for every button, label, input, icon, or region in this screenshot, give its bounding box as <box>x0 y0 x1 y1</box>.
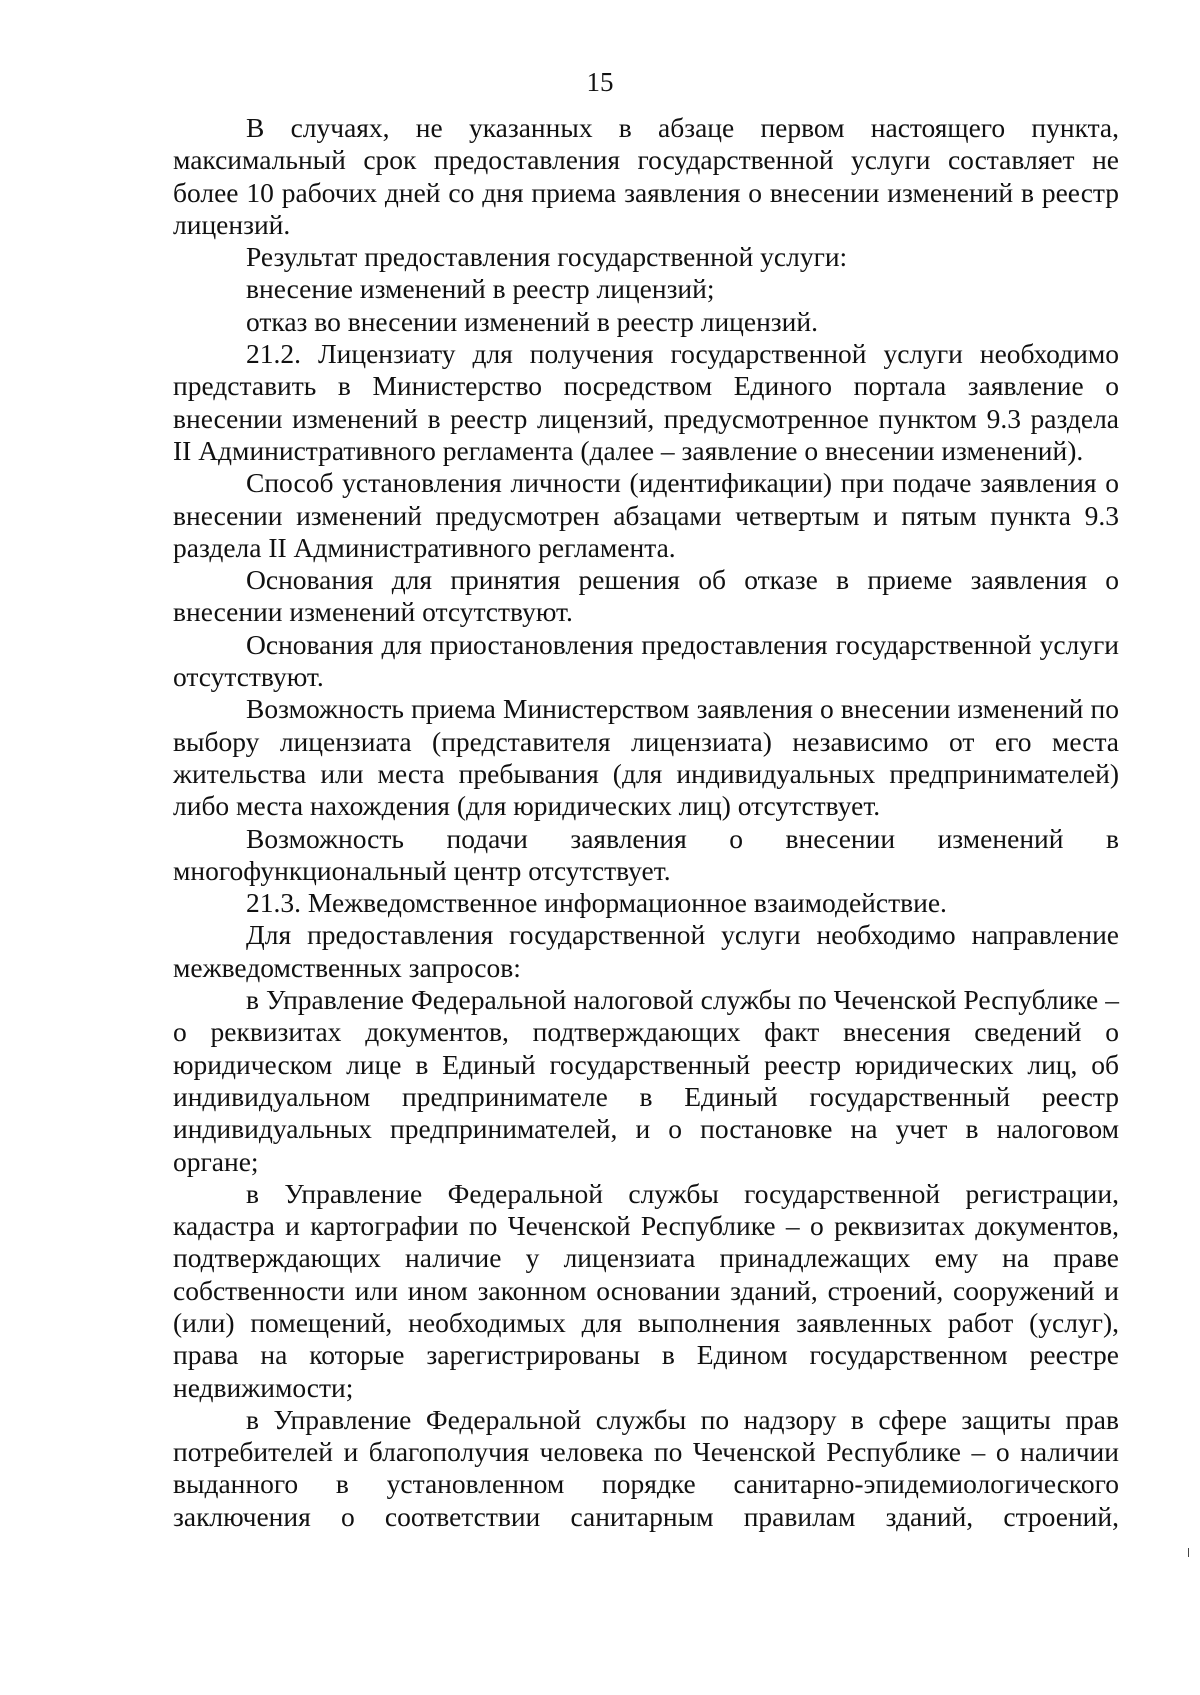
paragraph: Возможность подачи заявления о внесении изменений в многофункциональный центр отсутствует. <box>173 822 1119 886</box>
scan-edge-mark <box>1188 1548 1189 1557</box>
paragraph: В случаях, не указанных в абзаце первом настоящего пункта, максимальный срок предоставления государственной услуги составляет не более 10 рабочих дней со дня приема заявления о внесении изменений в реестр лицензий. <box>173 112 1119 240</box>
paragraph: Для предоставления государственной услуги необходимо направление межведомственных запросов: <box>173 919 1119 983</box>
paragraph: Основания для приостановления предоставления государственной услуги отсутствуют. <box>173 628 1119 693</box>
document-body <box>173 112 1119 1533</box>
paragraph: отказ во внесении изменений в реестр лицензий. <box>246 305 818 337</box>
paragraph: Способ установления личности (идентификации) при подаче заявления о внесении изменений предусмотрен абзацами четвертым и пятым пункта 9.3 раздела II Административного регламента. <box>173 467 1119 563</box>
paragraph: в Управление Федеральной службы по надзору в сфере защиты прав потребителей и благополучия человека по Чеченской Республике – о наличии выданного в установленном порядке санитарно-эпидемиологического заключения о соответствии санитарным правилам зданий, строений, <box>173 1403 1119 1532</box>
paragraph: Основания для принятия решения об отказе в приеме заявления о внесении изменений отсутствуют. <box>173 564 1119 628</box>
paragraph: в Управление Федеральной службы государственной регистрации, кадастра и картографии по Чеченской Республике – о реквизитах документов, подтверждающих наличие у лицензиата принадлежащих ему на праве собственности или ином законном основании зданий, строений, сооружений и (или) помещений, необходимых для выполнения заявленных работ (услуг), права на которые зарегистрированы в Едином государственном реестре недвижимости; <box>173 1177 1119 1403</box>
paragraph: Возможность приема Министерством заявления о внесении изменений по выбору лицензиата (представителя лицензиата) независимо от его места жительства или места пребывания (для индивидуальных предпринимателей) либо места нахождения (для юридических лиц) отсутствует. <box>173 693 1119 822</box>
paragraph: 21.3. Межведомственное информационное взаимодействие. <box>246 887 947 919</box>
paragraph: в Управление Федеральной налоговой службы по Чеченской Республике – о реквизитах документов, подтверждающих факт внесения сведений о юридическом лице в Единый государственный реестр юридических лиц, об индивидуальном предпринимателе в Единый государственный реестр индивидуальных предпринимателей, и о постановке на учет в налоговом органе; <box>173 984 1119 1177</box>
page-number: 15 <box>586 67 614 97</box>
paragraph: внесение изменений в реестр лицензий; <box>246 273 715 305</box>
paragraph: Результат предоставления государственной услуги: <box>246 241 848 273</box>
paragraph: 21.2. Лицензиату для получения государственной услуги необходимо представить в Министерство посредством Единого портала заявление о внесении изменений в реестр лицензий, предусмотренное пунктом 9.3 раздела II Административного регламента (далее – заявление о внесении изменений). <box>173 338 1119 466</box>
